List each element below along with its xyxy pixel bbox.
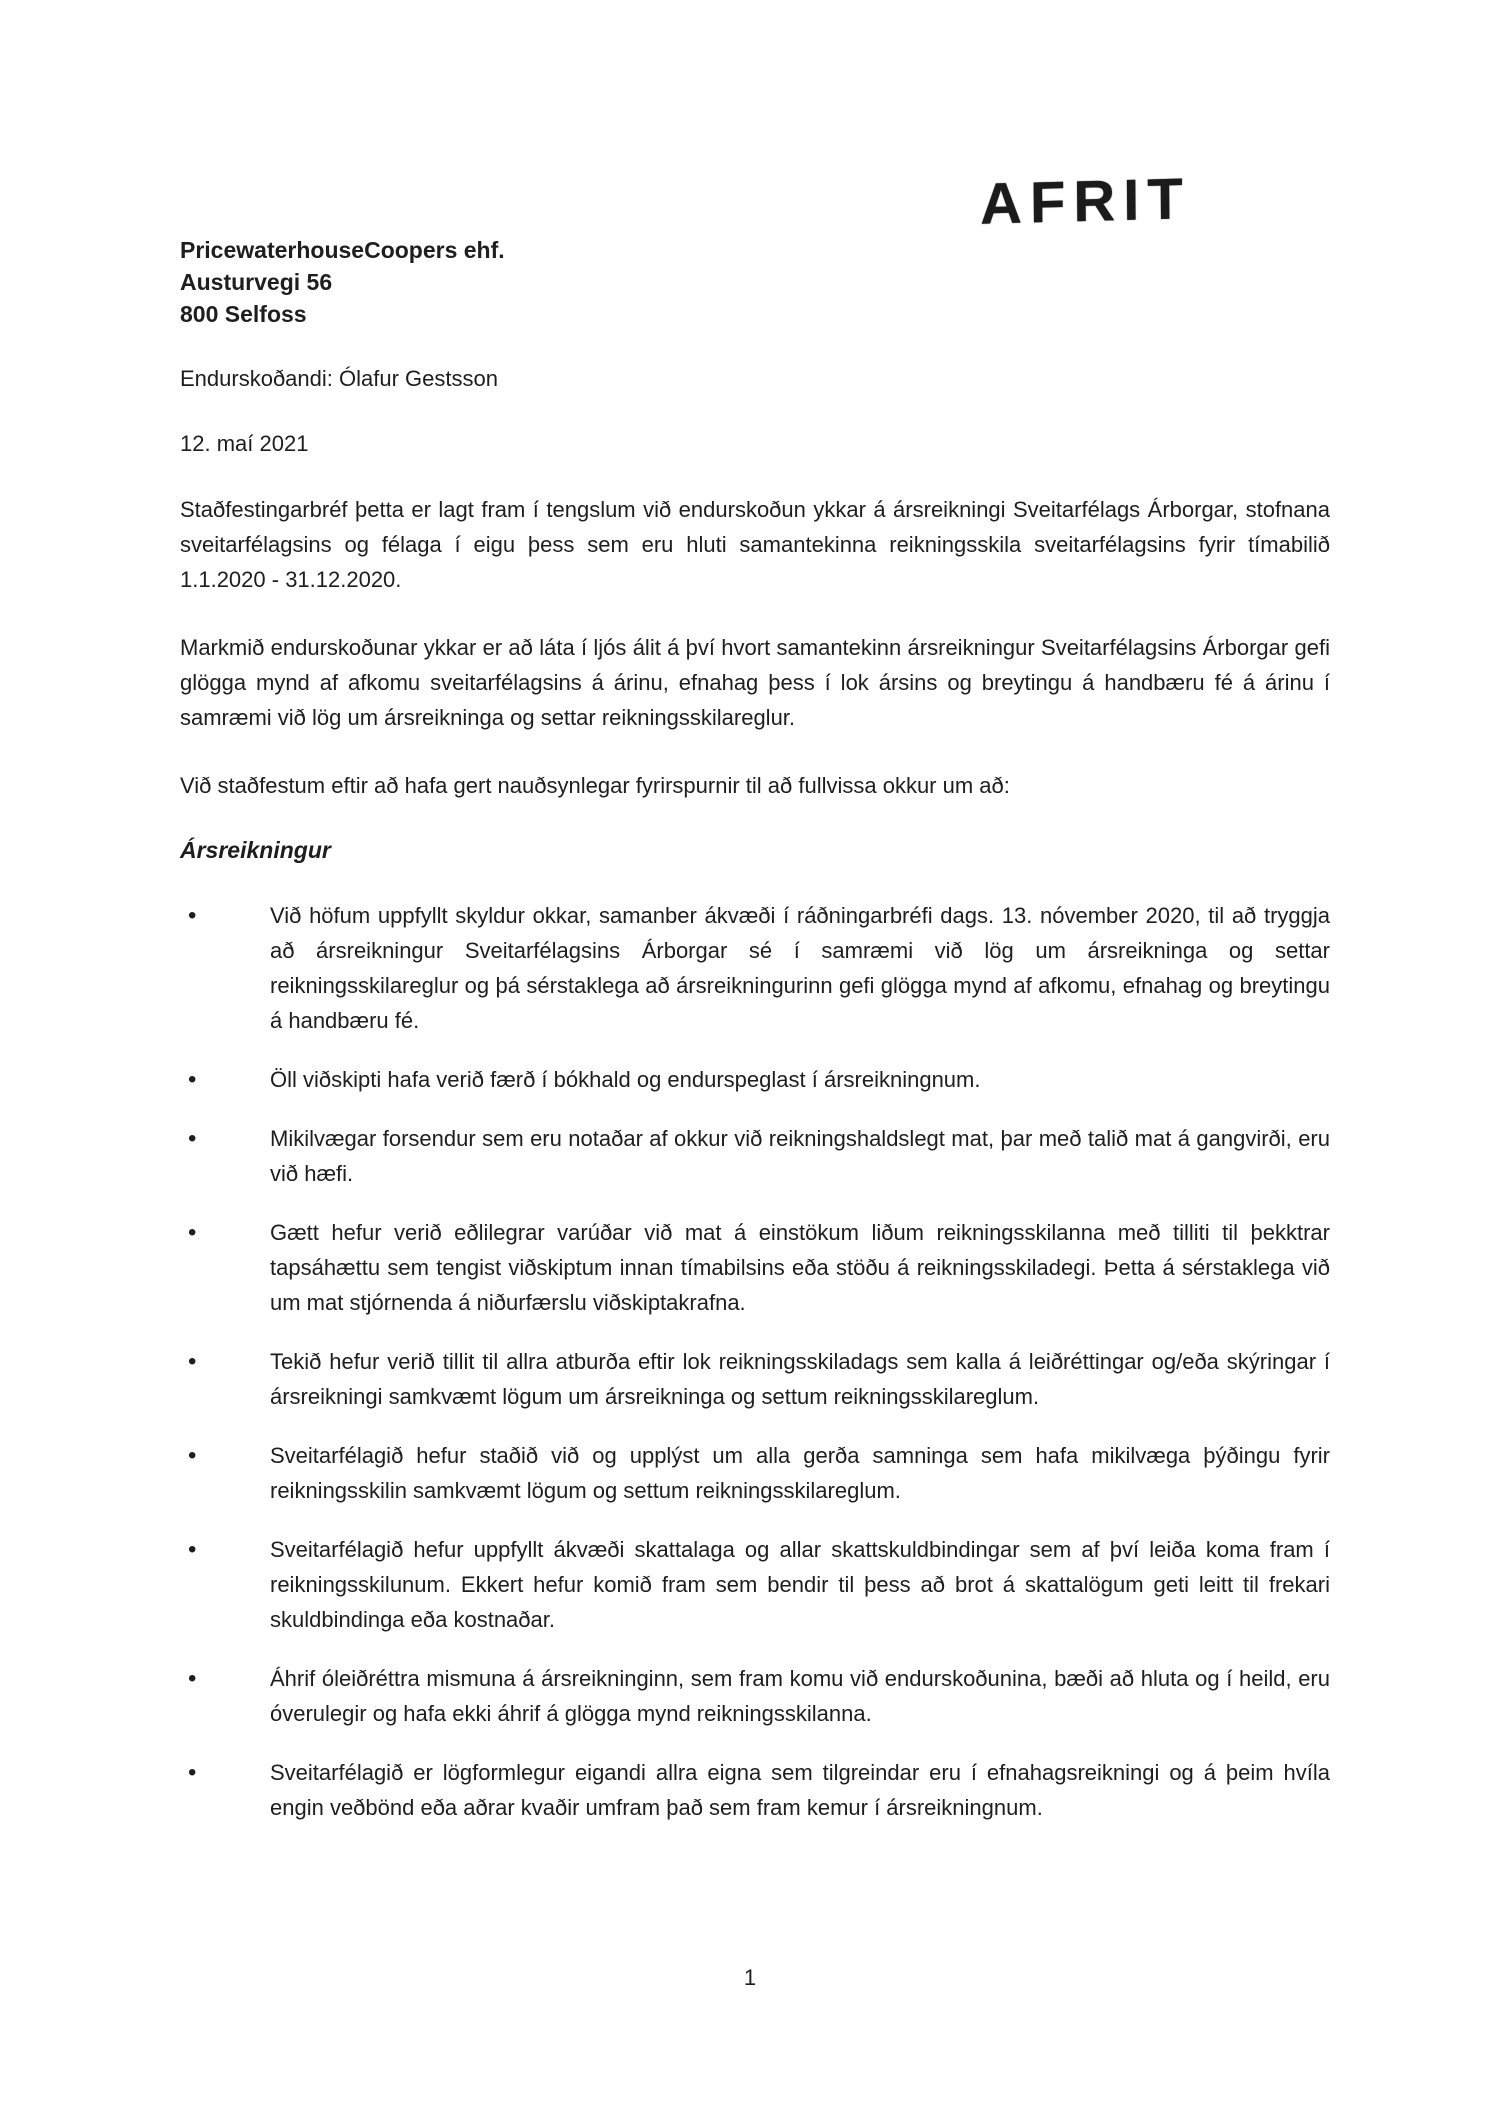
list-item-text: Sveitarfélagið er lögformlegur eigandi allra eigna sem tilgreindar eru í efnahagsreikningi og á þeim hvíla engin veðbönd eða aðrar kvaðir umfram það sem fram kemur í ársreikningnum. <box>270 1760 1330 1820</box>
list-item <box>180 1532 1330 1637</box>
section-heading: Ársreikningur <box>180 837 331 863</box>
list-item <box>180 1755 1330 1825</box>
bullet-icon: • <box>188 902 197 929</box>
list-item <box>180 1215 1330 1320</box>
sender-name: PricewaterhouseCoopers ehf. <box>180 237 505 263</box>
list-item <box>180 1062 1330 1097</box>
list-item-text: Áhrif óleiðréttra mismuna á ársreikninginn, sem fram komu við endurskoðunina, bæði að hluta og í heild, eru óverulegir og hafa ekki áhrif á glögga mynd reikningsskilanna. <box>270 1666 1330 1726</box>
bullet-icon: • <box>188 1759 197 1786</box>
bullet-icon: • <box>188 1665 197 1692</box>
bullet-icon: • <box>188 1219 197 1246</box>
list-item-text: Mikilvægar forsendur sem eru notaðar af okkur við reikningshaldslegt mat, þar með talið mat á gangvirði, eru við hæfi. <box>270 1126 1330 1186</box>
bullet-icon: • <box>188 1125 197 1152</box>
list-item <box>180 898 1330 1038</box>
list-item <box>180 1121 1330 1191</box>
sender-address-line2: 800 Selfoss <box>180 301 307 327</box>
paragraph-confirmation: Við staðfestum eftir að hafa gert nauðsynlegar fyrirspurnir til að fullvissa okkur um að: <box>180 773 1010 798</box>
bullet-icon: • <box>188 1536 197 1563</box>
bullet-icon: • <box>188 1066 197 1093</box>
list-item-text: Tekið hefur verið tillit til allra atburða eftir lok reikningsskiladags sem kalla á leiðréttingar og/eða skýringar í ársreikningi samkvæmt lögum um ársreikninga og settum reikningsskilareglum. <box>270 1349 1330 1409</box>
sender-address-line1: Austurvegi 56 <box>180 269 333 295</box>
list-item <box>180 1438 1330 1508</box>
confirmation-list <box>180 898 1330 1825</box>
sender-block <box>180 234 1330 330</box>
afrit-stamp: AFRIT <box>979 166 1191 237</box>
bullet-icon: • <box>188 1442 197 1469</box>
list-item <box>180 1661 1330 1731</box>
paragraph-purpose: Markmið endurskoðunar ykkar er að láta í ljós álit á því hvort samantekinn ársreikningur Sveitarfélagsins Árborgar gefi glögga mynd af afkomu sveitarfélagsins á árinu, efnahag þess í lok ársins og breytingu á handbæru fé á árinu í samræmi við lög um ársreikninga og settar reikningsskilareglur. <box>180 635 1330 730</box>
date-line: 12. maí 2021 <box>180 431 309 456</box>
list-item-text: Öll viðskipti hafa verið færð í bókhald og endurspeglast í ársreikningnum. <box>270 1067 981 1092</box>
page-number: 1 <box>743 1965 757 1990</box>
list-item-text: Við höfum uppfyllt skyldur okkar, samanber ákvæði í ráðningarbréfi dags. 13. nóvember 2020, til að tryggja að ársreikningur Sveitarfélagsins Árborgar sé í samræmi við lög um ársreikninga og settar reikningsskilareglur og þá sérstaklega að ársreikningurinn gefi glögga mynd af afkomu, efnahag og breytingu á handbæru fé. <box>270 903 1330 1033</box>
auditor-line: Endurskoðandi: Ólafur Gestsson <box>180 366 498 391</box>
list-item-text: Sveitarfélagið hefur uppfyllt ákvæði skattalaga og allar skattskuldbindingar sem af því leiða koma fram í reikningsskilunum. Ekkert hefur komið fram sem bendir til þess að brot á skattalögum geti leitt til frekari skuldbindinga eða kostnaðar. <box>270 1537 1330 1632</box>
list-item <box>180 1344 1330 1414</box>
list-item-text: Sveitarfélagið hefur staðið við og upplýst um alla gerða samninga sem hafa mikilvæga þýðingu fyrir reikningsskilin samkvæmt lögum og settum reikningsskilareglum. <box>270 1443 1330 1503</box>
paragraph-intro: Staðfestingarbréf þetta er lagt fram í tengslum við endurskoðun ykkar á ársreikningi Sveitarfélags Árborgar, stofnana sveitarfélagsins og félaga í eigu þess sem eru hluti samantekinna reikningsskila sveitarfélagsins fyrir tímabilið 1.1.2020 - 31.12.2020. <box>180 497 1330 592</box>
bullet-icon: • <box>188 1348 197 1375</box>
list-item-text: Gætt hefur verið eðlilegrar varúðar við mat á einstökum liðum reikningsskilanna með tilliti til þekktrar tapsáhættu sem tengist viðskiptum innan tímabilsins eða stöðu á reikningsskiladegi. Þetta á sérstaklega við um mat stjórnenda á niðurfærslu viðskiptakrafna. <box>270 1220 1330 1315</box>
